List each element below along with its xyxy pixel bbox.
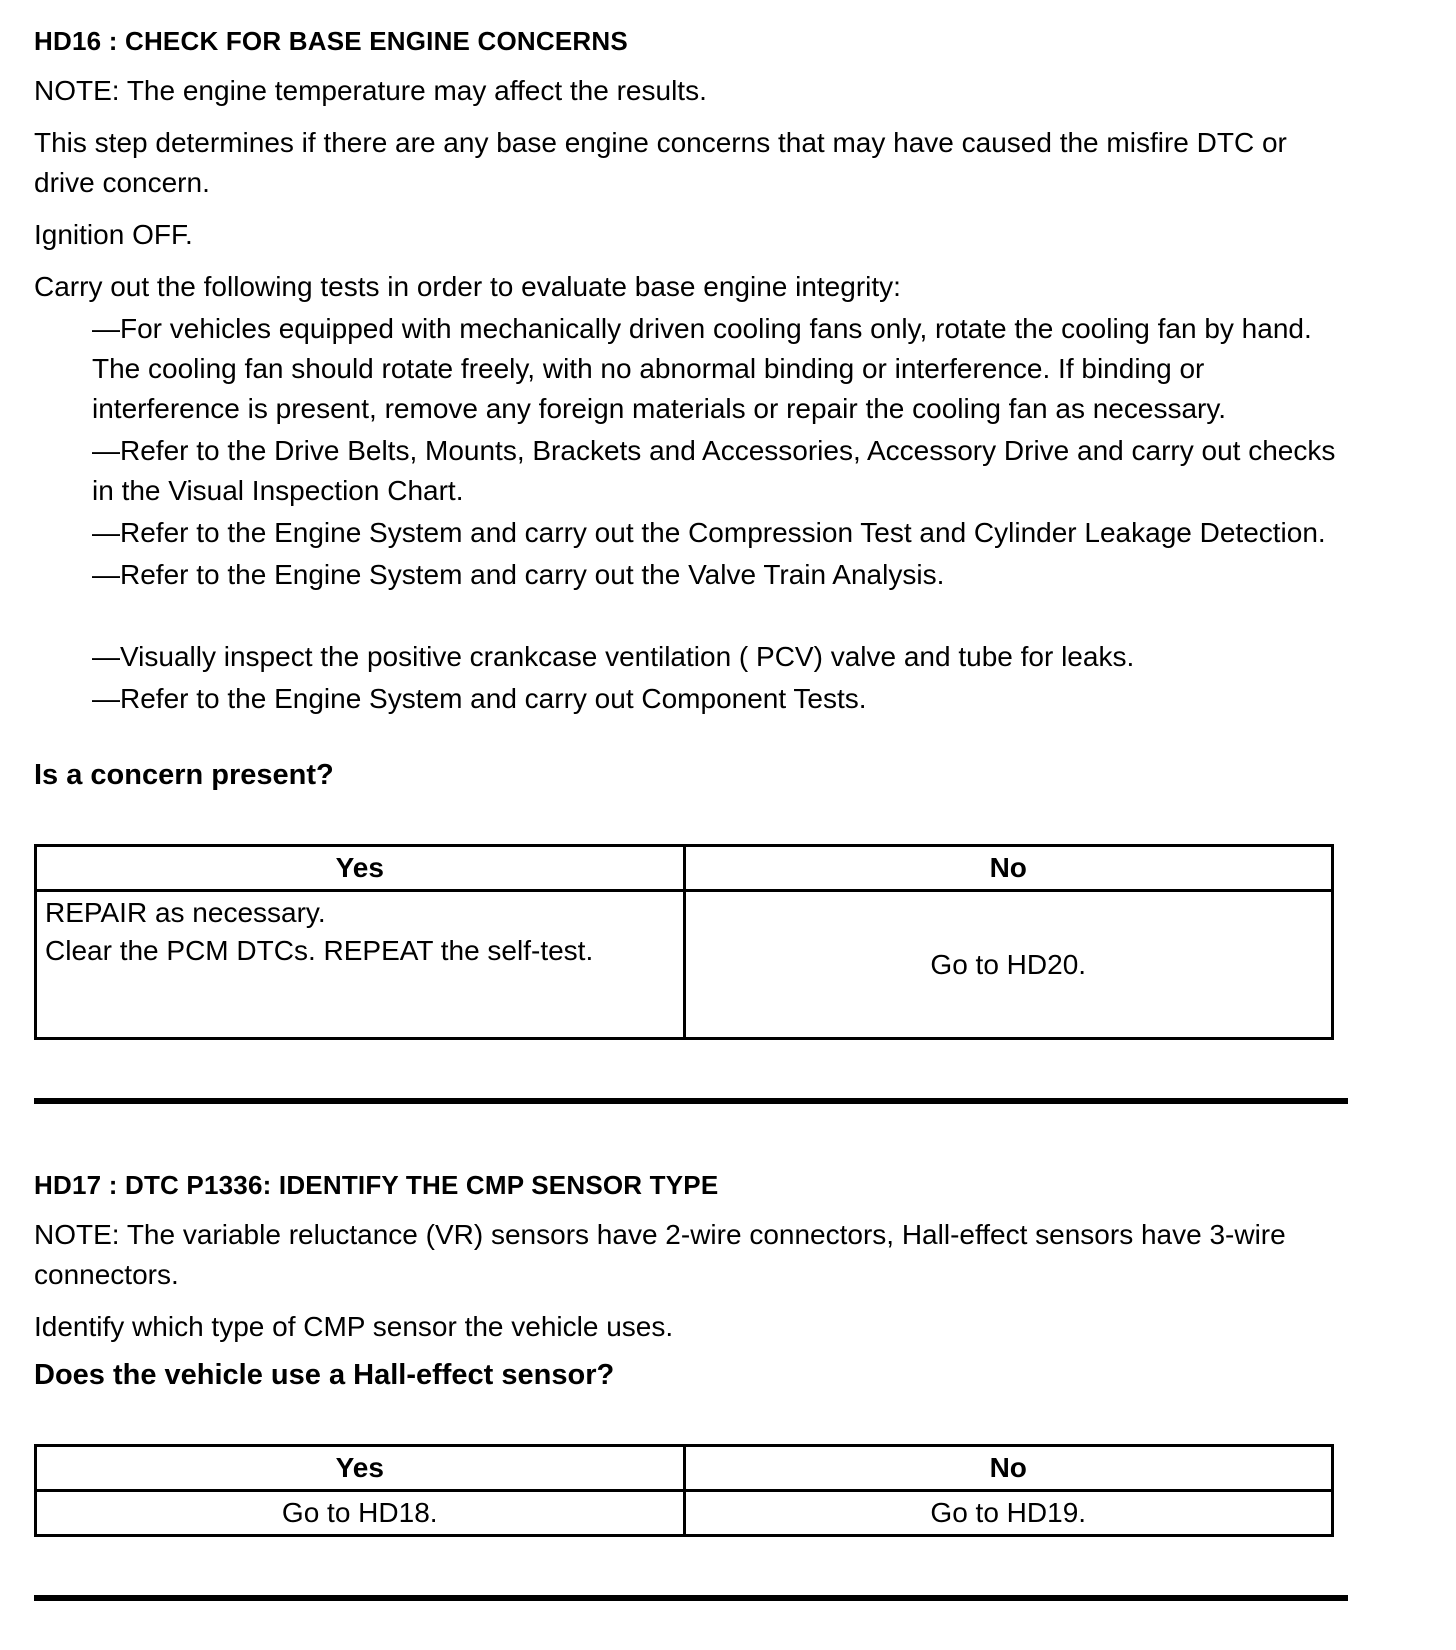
hd16-table-header-row xyxy=(36,846,1333,891)
hd16-intro-text: This step determines if there are any base engine concerns that may have caused the misfire DTC or drive concern. xyxy=(34,127,1287,198)
hd16-no-cell: Go to HD20. xyxy=(684,891,1333,1039)
hd16-ignition-text: Ignition OFF. xyxy=(34,219,193,250)
hd16-test-item: —Refer to the Engine System and carry out the Valve Train Analysis. xyxy=(92,559,945,590)
section-hd17 xyxy=(34,1170,1348,1537)
hd16-decision-table xyxy=(34,844,1334,1040)
hd17-identify-text: Identify which type of CMP sensor the vehicle uses. xyxy=(34,1311,674,1342)
hd16-no-column-header: No xyxy=(684,846,1333,891)
hd17-question-text: Does the vehicle use a Hall-effect sensor? xyxy=(34,1359,615,1391)
section-hd16 xyxy=(34,26,1348,1040)
hd16-yes-column-header: Yes xyxy=(36,846,685,891)
hd16-test-list xyxy=(34,309,1348,719)
hd16-test-item: —For vehicles equipped with mechanically driven cooling fans only, rotate the cooling fan by hand. The cooling fan should rotate freely, with no abnormal binding or interference. If binding or interference is present, remove any foreign materials or repair the cooling fan as necessary. xyxy=(92,313,1312,424)
section-divider xyxy=(34,1098,1348,1104)
hd16-tests-intro-text: Carry out the following tests in order to evaluate base engine integrity: xyxy=(34,271,901,302)
hd16-yes-action-line: REPAIR as necessary. xyxy=(45,897,326,928)
hd17-table-body-row xyxy=(36,1491,1333,1536)
hd17-step-heading: HD17 : DTC P1336: IDENTIFY THE CMP SENSOR TYPE xyxy=(34,1170,719,1200)
page-content xyxy=(34,26,1348,1601)
hd17-table-header-row xyxy=(36,1446,1333,1491)
hd17-note-text: NOTE: The variable reluctance (VR) sensors have 2-wire connectors, Hall-effect sensors have 3-wire connectors. xyxy=(34,1219,1286,1290)
hd17-no-column-header: No xyxy=(684,1446,1333,1491)
hd17-decision-table xyxy=(34,1444,1334,1537)
hd16-test-item: —Visually inspect the positive crankcase ventilation ( PCV) valve and tube for leaks. xyxy=(92,641,1135,672)
hd16-yes-action-line: Clear the PCM DTCs. REPEAT the self-test. xyxy=(45,935,594,966)
hd17-yes-column-header: Yes xyxy=(36,1446,685,1491)
hd16-test-item: —Refer to the Engine System and carry out Component Tests. xyxy=(92,683,867,714)
section-divider xyxy=(34,1595,1348,1601)
hd16-test-item: —Refer to the Drive Belts, Mounts, Brackets and Accessories, Accessory Drive and carry out checks in the Visual Inspection Chart. xyxy=(92,435,1336,506)
hd16-question-text: Is a concern present? xyxy=(34,759,334,791)
hd16-step-heading: HD16 : CHECK FOR BASE ENGINE CONCERNS xyxy=(34,26,628,56)
hd17-yes-cell: Go to HD18. xyxy=(36,1491,685,1536)
hd17-no-cell: Go to HD19. xyxy=(684,1491,1333,1536)
hd16-table-body-row xyxy=(36,891,1333,1039)
hd16-yes-cell xyxy=(36,891,685,1039)
hd16-test-item: —Refer to the Engine System and carry out the Compression Test and Cylinder Leakage Detection. xyxy=(92,517,1326,548)
hd16-note-text: NOTE: The engine temperature may affect the results. xyxy=(34,75,707,106)
